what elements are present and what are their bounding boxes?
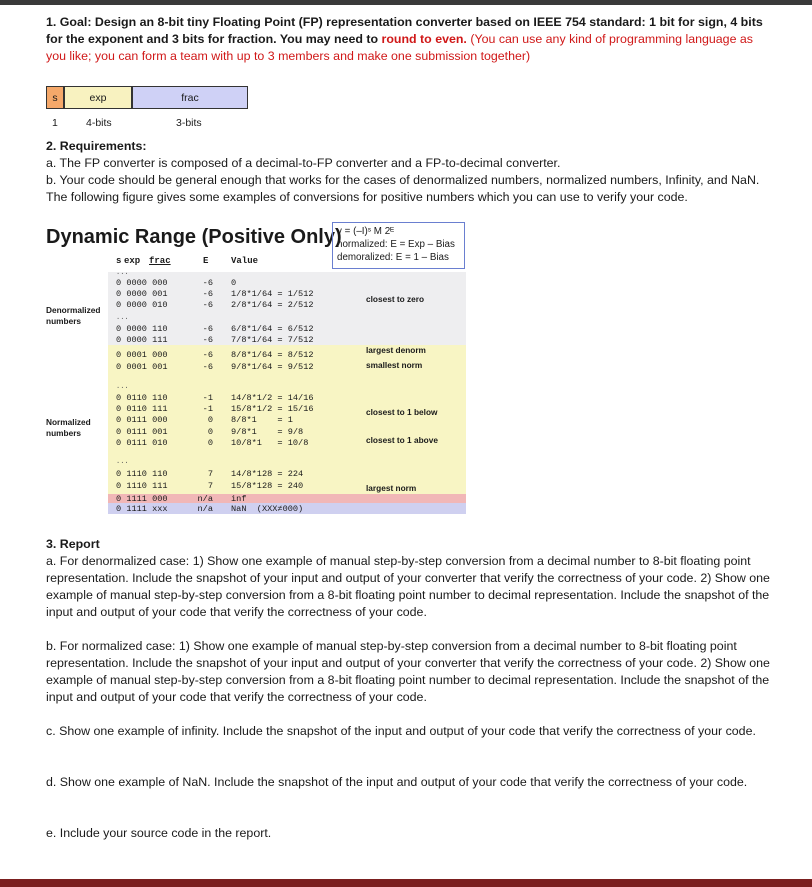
header-e: E [203, 256, 209, 266]
row-value: 8/8*1/64 = 8/512 [231, 350, 314, 360]
row-bits: 0 0001 000 [116, 350, 168, 360]
row-value: 1/8*1/64 = 1/512 [231, 289, 314, 299]
row-value: 0 [231, 278, 237, 288]
header-frac: frac [149, 256, 171, 266]
goal-text: 1. Goal: Design an 8-bit tiny Floating Point (FP) representation converter based on IEEE 754 standard: 1 bit for sign, 4 bits for the exponent and 3 bits for fraction. You may need to [46, 15, 763, 46]
row-e: -6 [202, 300, 213, 310]
ellipsis: ... [116, 383, 129, 391]
top-border [0, 0, 812, 5]
row-e: -6 [202, 350, 213, 360]
report-b: b. For normalized case: 1) Show one example of manual step-by-step conversion from a decimal number to 8-bit floating point representation. Include the snapshot of your input and output of your converter that verify the correctness of your code. 2) Show one example of manual step-by-step conversion from a 8-bit floating point number to decimal representation. Include the snapshot of the input and output of your code that verify the correctness of your code. [46, 639, 770, 704]
exponent-bit-count: 4-bits [86, 117, 112, 129]
row-bits: 0 1110 110 [116, 469, 168, 479]
formula-denormalized: demoralized: E = 1 – Bias [337, 252, 449, 263]
row-bits: 0 0000 110 [116, 324, 168, 334]
round-to-even-text: round to even. [381, 32, 467, 46]
row-e: 7 [207, 469, 213, 479]
normalized-label [46, 417, 91, 439]
denormalized-label-line1: Denormalized [46, 305, 101, 315]
row-value: 6/8*1/64 = 6/512 [231, 324, 314, 334]
ellipsis: ... [116, 314, 129, 322]
row-value: 10/8*1 = 10/8 [231, 438, 309, 448]
bottom-border [0, 879, 812, 887]
sign-bit-count: 1 [52, 117, 58, 129]
row-e: -6 [202, 324, 213, 334]
row-e: -6 [202, 278, 213, 288]
row-value: inf [231, 494, 247, 504]
report-a: a. For denormalized case: 1) Show one example of manual step-by-step conversion from a decimal number to 8-bit floating point representation. Include the snapshot of your input and output of your converter that verify the correctness of your code. 2) Show one example of manual step-by-step conversion from a 8-bit floating point number to decimal representation. Include the snapshot of the input and output of your code that verify the correctness of your code. [46, 554, 770, 619]
row-e: 0 [207, 415, 213, 425]
row-e: 0 [207, 427, 213, 437]
normalized-label-line2: numbers [46, 428, 82, 438]
row-bits: 0 0110 110 [116, 393, 168, 403]
row-e: -6 [202, 289, 213, 299]
report-e: e. Include your source code in the report. [46, 826, 272, 840]
note-closest-above: closest to 1 above [366, 435, 438, 445]
row-e: 7 [207, 481, 213, 491]
header-s: s [116, 256, 122, 266]
row-value: 15/8*1/2 = 15/16 [231, 404, 314, 414]
note-smallest-norm: smallest norm [366, 360, 423, 370]
formula-box [332, 222, 465, 269]
row-value: 7/8*1/64 = 7/512 [231, 335, 314, 345]
row-e: -1 [202, 404, 213, 414]
row-value: 9/8*1/64 = 9/512 [231, 362, 314, 372]
row-bits: 0 0000 010 [116, 300, 168, 310]
row-bits: 0 1110 111 [116, 481, 168, 491]
row-value: 9/8*1 = 9/8 [231, 427, 304, 437]
row-e: -1 [202, 393, 213, 403]
ellipsis: ... [116, 458, 129, 466]
report-heading: 3. Report [46, 537, 100, 551]
row-e: 0 [207, 438, 213, 448]
note-closest-to-zero: closest to zero [366, 294, 425, 304]
formula-line: v = (–I)ˢ M 2ᴱ [337, 226, 395, 237]
row-e: n/a [197, 494, 213, 504]
row-bits: 0 1111 xxx [116, 504, 168, 514]
row-value: 14/8*128 = 224 [231, 469, 304, 479]
row-bits: 0 0111 010 [116, 438, 168, 448]
note-closest-below: closest to 1 below [366, 407, 438, 417]
row-value: 8/8*1 = 1 [231, 415, 293, 425]
row-bits: 0 0000 111 [116, 335, 168, 345]
sign-bit-box: s [46, 86, 64, 109]
goal-note-text: (You can use any kind of programming language as you like; you can form a team with up to 3 members and make one submission together) [46, 32, 753, 63]
row-bits: 0 0111 001 [116, 427, 168, 437]
fraction-box: frac [132, 86, 248, 109]
row-bits: 0 1111 000 [116, 494, 168, 504]
goal-paragraph [46, 14, 771, 65]
normalized-label-line1: Normalized [46, 417, 91, 427]
row-bits: 0 0000 000 [116, 278, 168, 288]
row-bits: 0 0000 001 [116, 289, 168, 299]
row-bits: 0 0110 111 [116, 404, 168, 414]
requirement-a: a. The FP converter is composed of a decimal-to-FP converter and a FP-to-decimal converter. [46, 156, 561, 170]
note-largest-denorm: largest denorm [366, 345, 426, 355]
row-bits: 0 0111 000 [116, 415, 168, 425]
header-exp: exp [124, 256, 141, 266]
row-e: -6 [202, 362, 213, 372]
row-value: NaN (XXX≠000) [231, 504, 304, 514]
denormalized-label [46, 305, 100, 327]
report-d: d. Show one example of NaN. Include the snapshot of the input and output of your code that verify the correctness of your code. [46, 775, 748, 789]
formula-normalized: normalized: E = Exp – Bias [337, 239, 455, 250]
row-e: n/a [197, 504, 213, 514]
header-value: Value [231, 256, 259, 266]
requirements-heading: 2. Requirements: [46, 139, 147, 153]
row-value: 15/8*128 = 240 [231, 481, 304, 491]
report-c: c. Show one example of infinity. Include the snapshot of the input and output of your code that verify the correctness of your code. [46, 724, 756, 738]
requirement-b: b. Your code should be general enough that works for the cases of denormalized numbers, normalized numbers, Infinity, and NaN. The following figure gives some examples of conversions for positive numbers which you can use to verify your code. [46, 173, 760, 204]
row-e: -6 [202, 335, 213, 345]
row-value: 2/8*1/64 = 2/512 [231, 300, 314, 310]
exponent-box: exp [64, 86, 132, 109]
denormalized-label-line2: numbers [46, 316, 82, 326]
note-largest-norm: largest norm [366, 483, 417, 493]
fraction-bit-count: 3-bits [176, 117, 202, 129]
row-bits: 0 0001 001 [116, 362, 168, 372]
ellipsis: ... [116, 269, 129, 277]
figure-title: Dynamic Range (Positive Only) [46, 226, 342, 248]
row-value: 14/8*1/2 = 14/16 [231, 393, 314, 403]
